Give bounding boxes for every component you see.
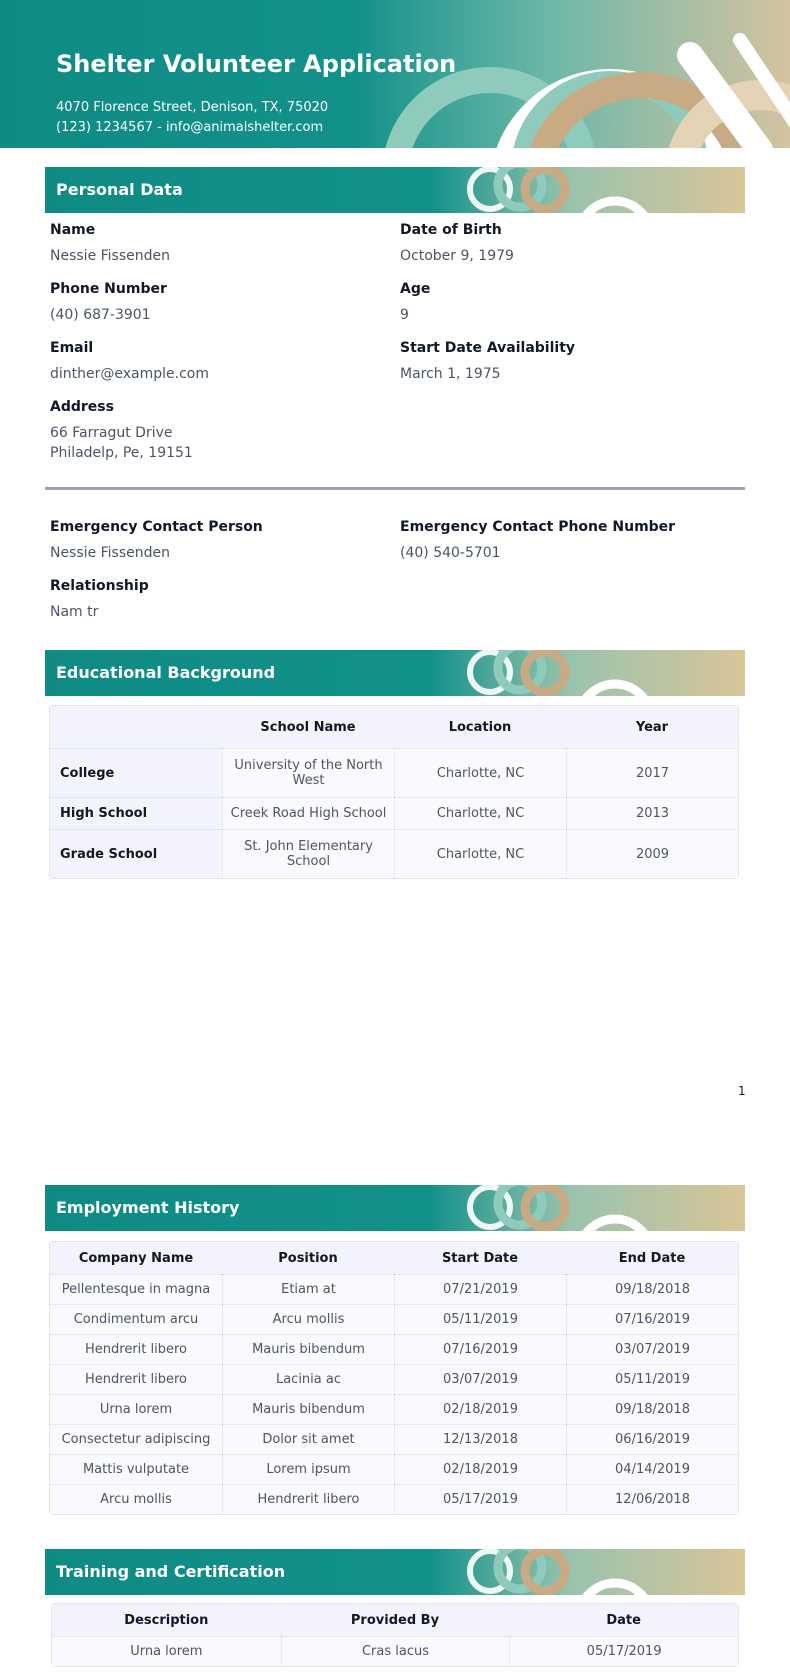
section-title: Educational Background (56, 663, 276, 682)
table-cell: University of the North West (222, 748, 394, 797)
field-value: (40) 687-3901 (50, 307, 151, 323)
column-header: Year (566, 706, 738, 748)
table-header-row (50, 706, 738, 748)
field-value: Nessie Fissenden (50, 248, 170, 264)
field-phone-number (50, 281, 167, 325)
table-row (52, 1636, 738, 1666)
column-header: Start Date (394, 1242, 566, 1274)
table-cell: Hendrerit libero (50, 1334, 222, 1364)
field-label: Name (50, 222, 96, 238)
section-title: Employment History (56, 1198, 240, 1217)
section-title: Personal Data (56, 180, 183, 199)
column-header: Date (509, 1604, 738, 1636)
field-label: Emergency Contact Phone Number (400, 519, 676, 535)
table-cell: Mattis vulputate (50, 1454, 222, 1484)
table-row (50, 797, 738, 829)
table-cell: Hendrerit libero (222, 1484, 394, 1514)
field-value: March 1, 1975 (400, 366, 501, 382)
table-cell: Mauris bibendum (222, 1334, 394, 1364)
table-cell: Urna lorem (52, 1636, 281, 1666)
column-header: End Date (566, 1242, 738, 1274)
field-value: dinther@example.com (50, 366, 209, 382)
section-bar-education (45, 650, 745, 696)
field-value: 9 (400, 307, 409, 323)
table-row (50, 1364, 738, 1394)
table-cell: 07/21/2019 (394, 1274, 566, 1304)
table-cell: Arcu mollis (222, 1304, 394, 1334)
table-cell: 05/17/2019 (509, 1636, 738, 1666)
table-cell: Mauris bibendum (222, 1394, 394, 1424)
table-cell: 2013 (566, 797, 738, 829)
training-table (51, 1603, 739, 1667)
table-cell: 09/18/2018 (566, 1394, 738, 1424)
employment-table (49, 1241, 739, 1515)
organization-address: 4070 Florence Street, Denison, TX, 75020 (56, 100, 329, 115)
table-cell: Charlotte, NC (394, 748, 566, 797)
table-cell: 05/11/2019 (394, 1304, 566, 1334)
field-date-of-birth (400, 222, 514, 266)
field-name (50, 222, 170, 266)
table-row (50, 1424, 738, 1454)
section-title: Training and Certification (56, 1562, 286, 1581)
field-emergency-contact-person (50, 519, 263, 563)
column-header: Provided By (281, 1604, 510, 1636)
field-label: Date of Birth (400, 222, 502, 238)
table-cell: 03/07/2019 (566, 1334, 738, 1364)
table-cell: St. John Elementary School (222, 829, 394, 878)
field-value-line2: Philadelp, Pe, 19151 (50, 445, 193, 461)
table-header-row (52, 1604, 738, 1636)
table-cell: Charlotte, NC (394, 829, 566, 878)
section-bar-personal (45, 167, 745, 213)
table-cell: 12/13/2018 (394, 1424, 566, 1454)
field-value: (40) 540-5701 (400, 545, 501, 561)
field-address (50, 399, 193, 463)
field-label: Age (400, 281, 431, 297)
table-cell: 02/18/2019 (394, 1394, 566, 1424)
table-row (50, 1274, 738, 1304)
table-cell: Cras lacus (281, 1636, 510, 1666)
table-cell: 05/11/2019 (566, 1364, 738, 1394)
field-value-line1: 66 Farragut Drive (50, 425, 173, 441)
field-value: Nam tr (50, 604, 99, 620)
section-bar-employment (45, 1185, 745, 1231)
field-label: Phone Number (50, 281, 167, 297)
table-cell: 07/16/2019 (566, 1304, 738, 1334)
table-cell: Consectetur adipiscing (50, 1424, 222, 1454)
column-header: Position (222, 1242, 394, 1274)
table-cell: Urna lorem (50, 1394, 222, 1424)
table-cell: 07/16/2019 (394, 1334, 566, 1364)
table-row (50, 1454, 738, 1484)
field-start-date-availability (400, 340, 575, 384)
table-cell: 2009 (566, 829, 738, 878)
field-label: Relationship (50, 578, 149, 594)
field-label: Email (50, 340, 94, 356)
table-cell: Charlotte, NC (394, 797, 566, 829)
column-header: Description (52, 1604, 281, 1636)
column-header: Company Name (50, 1242, 222, 1274)
table-cell: 03/07/2019 (394, 1364, 566, 1394)
organization-contact: (123) 1234567 - info@animalshelter.com (56, 120, 324, 135)
table-row (50, 1304, 738, 1334)
table-cell: 09/18/2018 (566, 1274, 738, 1304)
table-row (50, 1394, 738, 1424)
field-email (50, 340, 209, 384)
field-label: Emergency Contact Person (50, 519, 263, 535)
page-header (0, 0, 790, 148)
field-relationship (50, 578, 149, 622)
field-value: Nessie Fissenden (50, 545, 170, 561)
field-emergency-contact-phone (400, 519, 675, 563)
table-cell: Hendrerit libero (50, 1364, 222, 1394)
table-cell: Arcu mollis (50, 1484, 222, 1514)
table-cell: Condimentum arcu (50, 1304, 222, 1334)
field-label: Start Date Availability (400, 340, 576, 356)
field-age (400, 281, 430, 325)
field-label: Address (50, 399, 114, 415)
table-row (50, 748, 738, 797)
table-cell: Pellentesque in magna (50, 1274, 222, 1304)
table-cell: Etiam at (222, 1274, 394, 1304)
table-cell: 2017 (566, 748, 738, 797)
column-header: School Name (222, 706, 394, 748)
education-table (49, 705, 739, 879)
table-cell: Creek Road High School (222, 797, 394, 829)
table-cell: 02/18/2019 (394, 1454, 566, 1484)
table-cell: Dolor sit amet (222, 1424, 394, 1454)
column-header: Location (394, 706, 566, 748)
table-cell: Lacinia ac (222, 1364, 394, 1394)
section-divider (45, 487, 745, 490)
section-bar-training (45, 1549, 745, 1595)
field-value: October 9, 1979 (400, 248, 514, 264)
table-cell: 12/06/2018 (566, 1484, 738, 1514)
table-cell: 04/14/2019 (566, 1454, 738, 1484)
table-cell: 05/17/2019 (394, 1484, 566, 1514)
table-row (50, 1334, 738, 1364)
table-row (50, 829, 738, 878)
page-number: 1 (738, 1084, 746, 1098)
table-row (50, 1484, 738, 1514)
column-header (50, 706, 222, 748)
row-label: Grade School (50, 829, 222, 878)
row-label: High School (50, 797, 222, 829)
table-cell: 06/16/2019 (566, 1424, 738, 1454)
table-cell: Lorem ipsum (222, 1454, 394, 1484)
row-label: College (50, 748, 222, 797)
page-title: Shelter Volunteer Application (56, 50, 457, 78)
table-header-row (50, 1242, 738, 1274)
